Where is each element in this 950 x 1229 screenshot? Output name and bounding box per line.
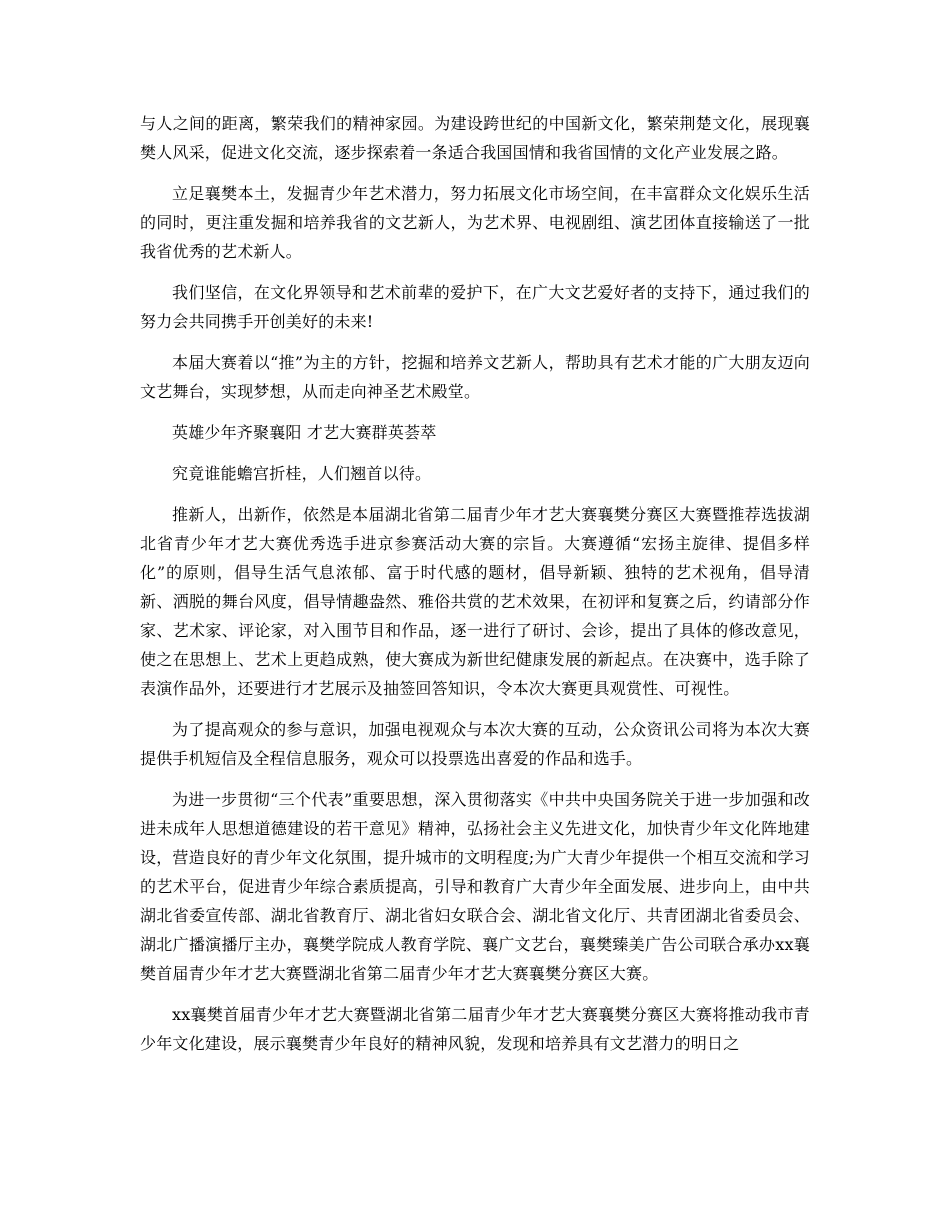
paragraph-4: 本届大赛着以“推”为主的方针，挖掘和培养文艺新人，帮助具有艺术才能的广大朋友迈向文艺舞台，实现梦想，从而走向神圣艺术殿堂。 [140, 353, 810, 401]
paragraph-10: xx襄樊首届青少年才艺大赛暨湖北省第二届青少年才艺大赛襄樊分赛区大赛将推动我市青少年文化建设，展示襄樊青少年良好的精神风貌，发现和培养具有文艺潜力的明日之 [140, 1005, 810, 1053]
paragraph-5: 英雄少年齐聚襄阳 才艺大赛群英荟萃 [172, 423, 437, 442]
paragraph-8: 为了提高观众的参与意识，加强电视观众与本次大赛的互动，公众资讯公司将为本次大赛提供手机短信及全程信息服务，观众可以投票选出喜爱的作品和选手。 [140, 720, 810, 768]
paragraph-6: 究竟谁能蟾宫折桂，人们翘首以待。 [172, 464, 432, 483]
paragraph-7: 推新人，出新作，依然是本届湖北省第二届青少年才艺大赛襄樊分赛区大赛暨推荐选拔湖北省青少年才艺大赛优秀选手进京参赛活动大赛的宗旨。大赛遵循“宏扬主旋律、提倡多样化”的原则，倡导生活气息浓郁、富于时代感的题材，倡导新颖、独特的艺术视角，倡导清新、洒脱的舞台风度，倡导情趣盎然、雅俗共赏的艺术效果，在初评和复赛之后，约请部分作家、艺术家、评论家，对入围节目和作品，逐一进行了研讨、会诊，提出了具体的修改意见，使之在思想上、艺术上更趋成熟，使大赛成为新世纪健康发展的新起点。在决赛中，选手除了表演作品外，还要进行才艺展示及抽签回答知识，令本次大赛更具观赏性、可视性。 [140, 505, 810, 698]
paragraph-2: 立足襄樊本土，发掘青少年艺术潜力，努力拓展文化市场空间，在丰富群众文化娱乐生活的同时，更注重发掘和培养我省的文艺新人，为艺术界、电视剧组、演艺团体直接输送了一批我省优秀的艺术新人。 [140, 184, 810, 261]
paragraph-3: 我们坚信，在文化界领导和艺术前辈的爱护下，在广大文艺爱好者的支持下，通过我们的努力会共同携手开创美好的未来! [140, 283, 810, 331]
paragraph-9: 为进一步贯彻“三个代表”重要思想，深入贯彻落实《中共中央国务院关于进一步加强和改进未成年人思想道德建设的若干意见》精神，弘扬社会主义先进文化，加快青少年文化阵地建设，营造良好的青少年文化氛围，提升城市的文明程度;为广大青少年提供一个相互交流和学习的艺术平台，促进青少年综合素质提高，引导和教育广大青少年全面发展、进步向上，由中共湖北省委宣传部、湖北省教育厅、湖北省妇女联合会、湖北省文化厅、共青团湖北省委员会、湖北广播演播厅主办，襄樊学院成人教育学院、襄广文艺台，襄樊臻美广告公司联合承办xx襄樊首届青少年才艺大赛暨湖北省第二届青少年才艺大赛襄樊分赛区大赛。 [140, 790, 810, 983]
document-body [140, 109, 810, 1070]
paragraph-1: 与人之间的距离，繁荣我们的精神家园。为建设跨世纪的中国新文化，繁荣荆楚文化，展现襄樊人风采，促进文化交流，逐步探索着一条适合我国国情和我省国情的文化产业发展之路。 [140, 114, 810, 162]
